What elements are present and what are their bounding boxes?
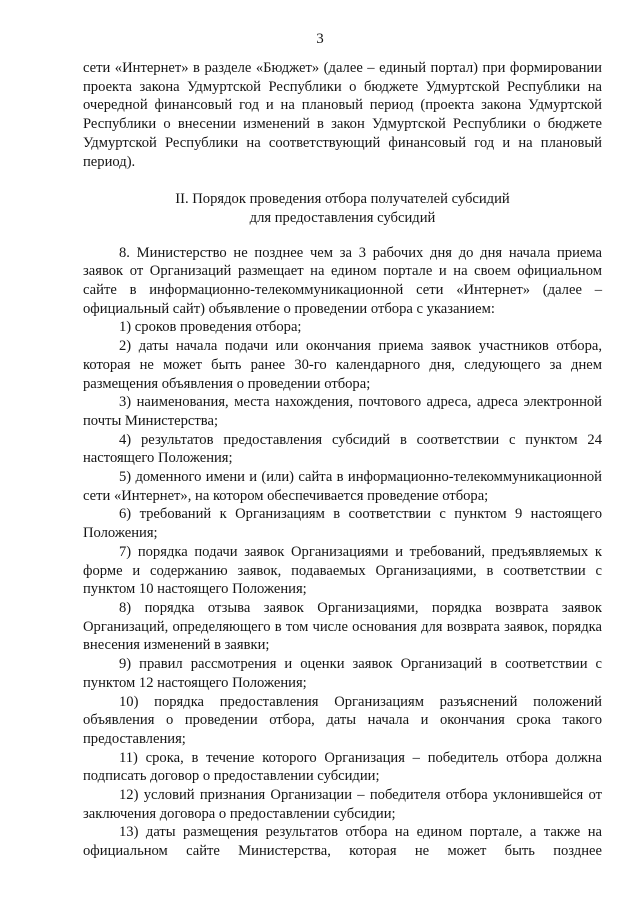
list-item-9: 9) правил рассмотрения и оценки заявок Организаций в соответствии с пунктом 12 настоящего Положения;	[83, 656, 602, 691]
list-item-8: 8) порядка отзыва заявок Организациями, порядка возврата заявок Организаций, определяющего в том числе основания для возврата заявок, порядка внесения изменений в заявки;	[83, 599, 602, 654]
paragraph-continuation: сети «Интернет» в разделе «Бюджет» (далее – единый портал) при формировании проекта закона Удмуртской Республики о бюджете Удмуртской Республики на очередной финансовый год и на плановый период (проекта закона Удмуртской Республики о внесении изменений в закон Удмуртской Республики о бюджете Удмуртской Республики на соответствующий финансовый год и на плановый период).	[83, 60, 602, 170]
document-body	[83, 59, 602, 861]
list-item-13: 13) даты размещения результатов отбора на едином портале, а также на официальном сайте Министерства, которая не может быть позднее	[83, 824, 602, 860]
list-item-2: 2) даты начала подачи или окончания приема заявок участников отбора, которая не может быть ранее 30-го календарного дня, следующего за днем размещения объявления о проведении отбора;	[83, 338, 602, 392]
section-heading-line-1: II. Порядок проведения отбора получателей субсидий	[175, 191, 510, 208]
list-item-6: 6) требований к Организациям в соответствии с пунктом 9 настоящего Положения;	[83, 506, 602, 542]
list-item-12: 12) условий признания Организации – победителя отбора уклонившейся от заключения договора о предоставлении субсидии;	[83, 787, 602, 822]
list-item-3: 3) наименования, места нахождения, почтового адреса, адреса электронной почты Министерства;	[83, 394, 602, 429]
list-item-10: 10) порядка предоставления Организациям разъяснений положений объявления о проведении отбора, даты начала и окончания срока такого предоставления;	[83, 693, 602, 747]
section-heading-line-2: для предоставления субсидий	[249, 209, 436, 226]
page-number: 3	[316, 31, 324, 47]
list-item-4: 4) результатов предоставления субсидий в соответствии с пунктом 24 настоящего Положения;	[83, 431, 602, 467]
paragraph-item-8: 8. Министерство не позднее чем за 3 рабочих дня до дня начала приема заявок от Организаций размещает на едином портале и на своем официальном сайте в информационно-телекоммуникационной сети «Интернет» (далее – официальный сайт) объявление о проведении отбора с указанием:	[83, 244, 602, 317]
section-heading	[83, 190, 602, 227]
list-item-11: 11) срока, в течение которого Организация – победитель отбора должна подписать договор о предоставлении субсидии;	[83, 749, 602, 785]
list-item-1: 1) сроков проведения отбора;	[119, 319, 302, 336]
list-item-7: 7) порядка подачи заявок Организациями и требований, предъявляемых к форме и содержанию заявок, подаваемых Организациями, в соответствии с пунктом 10 настоящего Положения;	[83, 543, 602, 598]
list-item-5: 5) доменного имени и (или) сайта в информационно-телекоммуникационной сети «Интернет», на котором обеспечивается проведение отбора;	[83, 469, 602, 504]
